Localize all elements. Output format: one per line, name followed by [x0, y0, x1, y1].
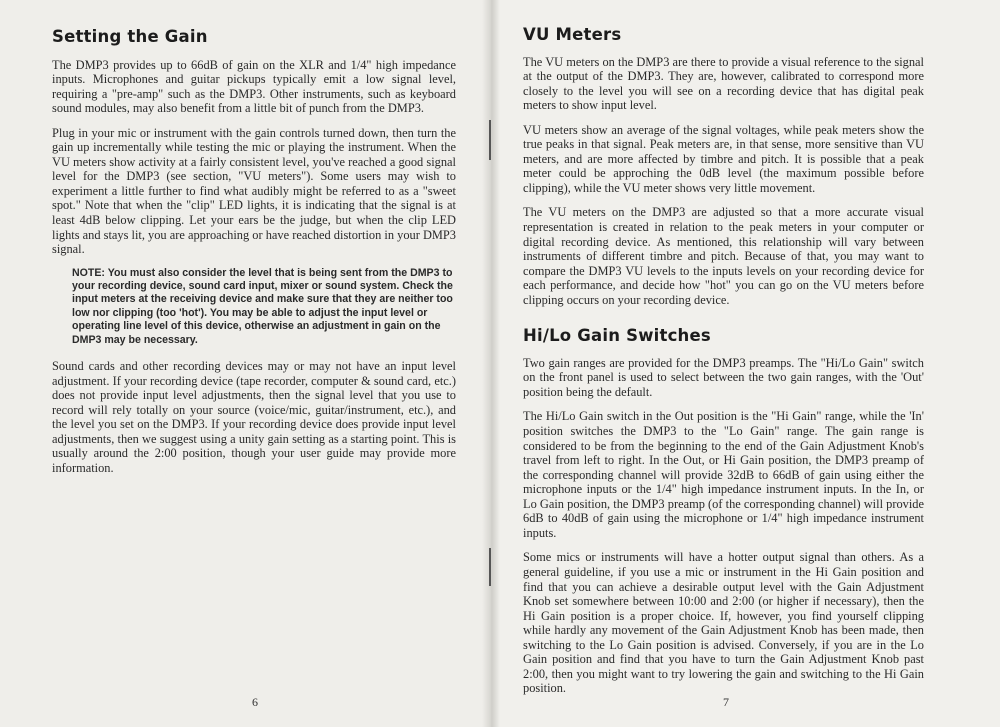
staple-top [489, 120, 491, 160]
paragraph: The DMP3 provides up to 66dB of gain on the XLR and 1/4" high impedance inputs. Microphones and guitar pickups typically emit a low signal level, requiring a "pre-amp" such as the DMP3. Other instruments, such as keyboard sound modules, may also benefit from a little bit of punch from the DMP3. [52, 57, 456, 116]
left-column [52, 27, 456, 485]
heading-hi-lo-gain-switches: Hi/Lo Gain Switches [523, 326, 711, 346]
note-box: NOTE: You must also consider the level that is being sent from the DMP3 to your recording device, sound card input, mixer or sound system. Check the input meters at the receiving device and make sure that they are neither too low nor clipping (too 'hot'). You may be able to adjust the input level or operating line level of this device, otherwise an adjustment in gain on the DMP3 may be necessary. [72, 266, 453, 346]
paragraph: VU meters show an average of the signal voltages, while peak meters show the true peaks in that signal. Peak meters are, in that sense, more sensitive than VU meters, and are more affected by timbre and pitch. It is possible that a peak meter could be approching the 0dB level (the maximum possible before clipping), while the VU meter shows very little movement. [523, 122, 924, 195]
paragraph: The Hi/Lo Gain switch in the Out position is the "Hi Gain" range, while the 'In' position switches the DMP3 to the "Lo Gain" range. The gain range is considered to be from the beginning to the end of the Gain Adjustment Knob's travel from left to right. In the Out, or Hi Gain position, the DMP3 preamp of the corresponding channel will provide 32dB to 66dB of gain using either the microphone inputs or the 1/4" high impedance instrument inputs. In the In, or Lo Gain position, the DMP3 preamp (of the corresponding channel) will provide 6dB to 40dB of gain using the microphone or 1/4" high impedance instrument inputs. [523, 409, 924, 540]
paragraph: The VU meters on the DMP3 are there to provide a visual reference to the signal at the output of the DMP3. They are, however, calibrated to correspond more closely to the level you will see on a recording device that has digital peak meters to show input level. [523, 54, 924, 113]
paragraph: Sound cards and other recording devices may or may not have an input level adjustment. If your recording device (tape recorder, computer & sound card, etc.) does not provide input level adjustments, then the signal level that you use to record will rely totally on your source (voice/mic, guitar/instrument, etc.), and the level you set on the DMP3. If your recording device does provide input level adjustments, then we suggest using a unity gain setting as a starting point. This is usually around the 2:00 position, though your user guide may provide more information. [52, 359, 456, 475]
page-number-right: 7 [723, 695, 729, 709]
heading-setting-the-gain: Setting the Gain [52, 27, 208, 46]
right-column [523, 25, 924, 706]
right-page [490, 0, 1000, 727]
binding-gutter [482, 0, 500, 727]
paragraph: Plug in your mic or instrument with the gain controls turned down, then turn the gain up incrementally while testing the mic or playing the instrument. When the VU meters show activity at a fairly consistent level, you've reached a good signal level for the DMP3 (see section, "VU meters"). Some users may wish to experiment a little further to find what audibly might be referred to as a "sweet spot." Note that when the "clip" LED lights, it is indicating that the signal is at least 4dB below clipping. Let your ears be the judge, but when the clip LED lights and stays lit, you are approaching or have reached distortion in your DMP3 signal. [52, 125, 456, 257]
paragraph: Two gain ranges are provided for the DMP3 preamps. The "Hi/Lo Gain" switch on the front panel is used to select between the two gain ranges, with the 'Out' position being the default. [523, 355, 924, 399]
paragraph: The VU meters on the DMP3 are adjusted so that a more accurate visual representation is created in relation to the peak meters in your computer or digital recording device. As mentioned, this relationship will vary between instruments of different timbre and pitch. Because of that, you may want to compare the DMP3 VU levels to the inputs levels on your recording device for each performance, and decide how "hot" you can go on the VU meters before clipping occurs on your recording device. [523, 205, 924, 307]
paragraph: Some mics or instruments will have a hotter output signal than others. As a general guideline, if you use a mic or instrument in the Hi Gain position and find that you can achieve a desirable output level with the Gain Adjustment Knob set somewhere between 10:00 and 2:00 (or higher if necessary), then the Hi Gain position is a proper choice. If, however, you find yourself clipping while hardly any movement of the Gain Adjustment Knob has been made, then switching to the Lo Gain position is advised. Conversely, if you are in the Lo Gain position and find that you have to turn the Gain Adjustment Knob past 2:00, then you might want to try lowering the gain and switching to the Hi Gain position. [523, 550, 924, 696]
heading-vu-meters: VU Meters [523, 25, 622, 44]
staple-bottom [489, 548, 491, 586]
left-page [0, 0, 490, 727]
page-number-left: 6 [252, 695, 258, 709]
